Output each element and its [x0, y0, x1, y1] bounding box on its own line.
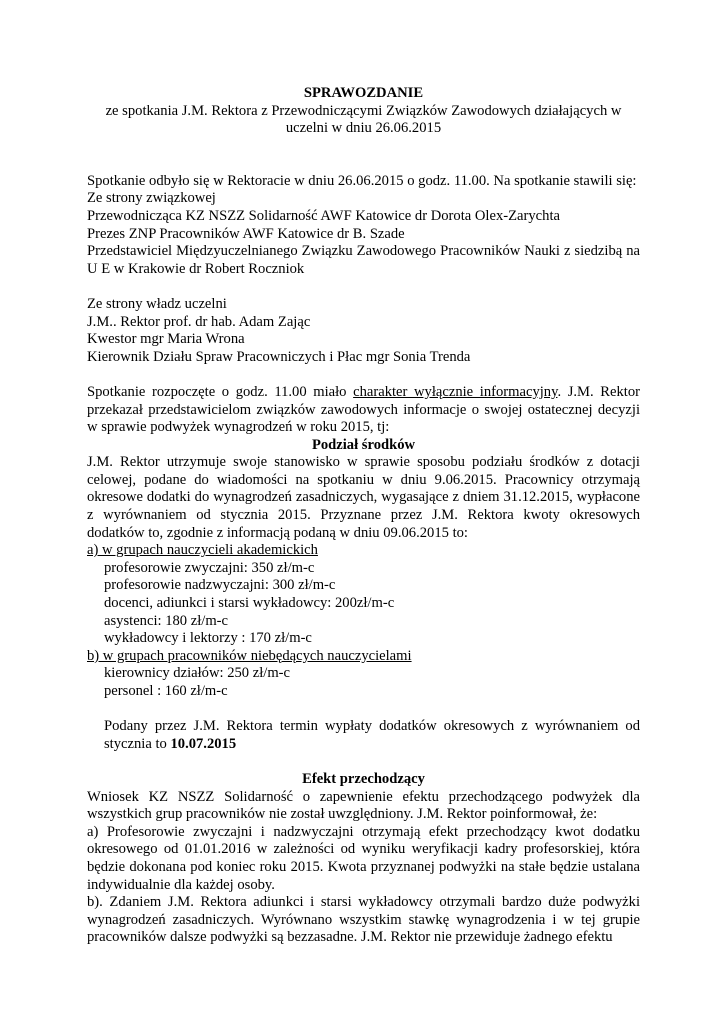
spacer: [87, 753, 640, 771]
document-subtitle-line1: ze spotkania J.M. Rektora z Przewodniczącymi Związków Zawodowych działających w: [105, 102, 622, 119]
authority-heading: Ze strony władz uczelni: [87, 295, 227, 312]
payment-paragraph: [87, 718, 640, 753]
spacer: [87, 278, 640, 296]
group-a-item: wykładowcy i lektorzy : 170 zł/m-c: [104, 630, 312, 647]
group-b-item: kierownicy działów: 250 zł/m-c: [104, 665, 291, 682]
podzial-paragraph: J.M. Rektor utrzymuje swoje stanowisko w sprawie sposobu podziału środków z dotacji celowej, podane do wiadomości na spotkaniu w dniu 9.06.2015. Pracownicy otrzymają okresowe dodatki do wynagrodzeń zasadniczych, wygasające z dniem 31.12.2015, wypłacone z wyrównaniem od stycznia 2015. Przyznane przez J.M. Rektora kwoty okresowych dodatków to, zgodnie z informacją podaną w dniu 09.06.2015 to:: [87, 454, 640, 541]
document-subtitle-line2: uczelni w dniu 26.06.2015: [285, 120, 442, 137]
document-title: SPRAWOZDANIE: [303, 85, 424, 101]
group-a-item: profesorowie nadzwyczajni: 300 zł/m-c: [104, 577, 336, 594]
efekt-paragraph: Wniosek KZ NSZZ Solidarność o zapewnienie efektu przechodzącego podwyżek dla wszystkich grup pracowników nie został uwzględniony. J.M. Rektor poinformował, że:: [87, 788, 640, 823]
union-member: Przedstawiciel Międzyuczelnianego Związku Zawodowego Pracowników Nauki z siedzibą na U E w Krakowie dr Robert Roczniok: [87, 243, 640, 277]
group-a-item: profesorowie zwyczajni: 350 zł/m-c: [104, 559, 315, 576]
group-a-label: a) w grupach nauczycieli akademickich: [87, 542, 318, 559]
union-heading: Ze strony związkowej: [87, 190, 216, 207]
payment-date: 10.07.2015: [170, 735, 237, 752]
payment-text: Podany przez J.M. Rektora termin wypłaty dodatków okresowych z wyrównaniem od stycznia to: [104, 718, 640, 752]
meeting-paragraph: [87, 384, 640, 437]
authority-member: Kierownik Działu Spraw Pracowniczych i Płac mgr Sonia Trenda: [87, 348, 471, 365]
authority-member: Kwestor mgr Maria Wrona: [87, 331, 245, 348]
group-b-item: personel : 160 zł/m-c: [104, 683, 228, 699]
union-member: Przewodnicząca KZ NSZZ Solidarność AWF Katowice dr Dorota Olex-Zarychta: [87, 207, 560, 224]
spacer: [87, 701, 640, 719]
section-heading-efekt: Efekt przechodzący: [302, 770, 425, 787]
document-page: [87, 85, 640, 947]
group-b-label: b) w grupach pracowników niebędących nauczycielami: [87, 647, 412, 664]
section-heading-podzial: Podział środków: [311, 436, 416, 453]
intro-paragraph: Spotkanie odbyło się w Rektoracie w dniu 26.06.2015 o godz. 11.00. Na spotkanie stawili się:: [87, 172, 637, 189]
meeting-text-after: . J.M. Rektor przekazał przedstawicielom związków zawodowych informacje o swojej ostatecznej decyzji w sprawie podwyżek wynagrodzeń w roku 2015, tj:: [87, 383, 641, 436]
group-a-item: asystenci: 180 zł/m-c: [104, 612, 229, 629]
spacer: [87, 138, 640, 173]
group-a-item: docenci, adiunkci i starsi wykładowcy: 200zł/m-c: [104, 595, 395, 612]
union-member: Prezes ZNP Pracowników AWF Katowice dr B. Szade: [87, 225, 405, 242]
meeting-text-before: Spotkanie rozpoczęte o godz. 11.00 miało: [87, 383, 354, 400]
authority-member: J.M.. Rektor prof. dr hab. Adam Zając: [87, 313, 311, 330]
efekt-point-b: b). Zdaniem J.M. Rektora adiunkci i starsi wykładowcy otrzymali bardzo duże podwyżki wynagrodzeń zasadniczych. Wyrównano wszystkim stawkę wynagrodzenia i w tej grupie pracowników dalsze podwyżki są bezzasadne. J.M. Rektor nie przewiduje żadnego efektu: [87, 894, 640, 946]
spacer: [87, 366, 640, 384]
meeting-text-underlined: charakter wyłącznie informacyjny: [353, 383, 558, 400]
efekt-point-a: a) Profesorowie zwyczajni i nadzwyczajni otrzymają efekt przechodzący kwot dodatku okresowego od 01.01.2016 w zależności od wyniku weryfikacji kadry profesorskiej, która będzie dokonana pod koniec roku 2015. Kwota przyznanej podwyżki na stałe będzie ustalana indywidualnie dla każdej osoby.: [87, 823, 640, 893]
